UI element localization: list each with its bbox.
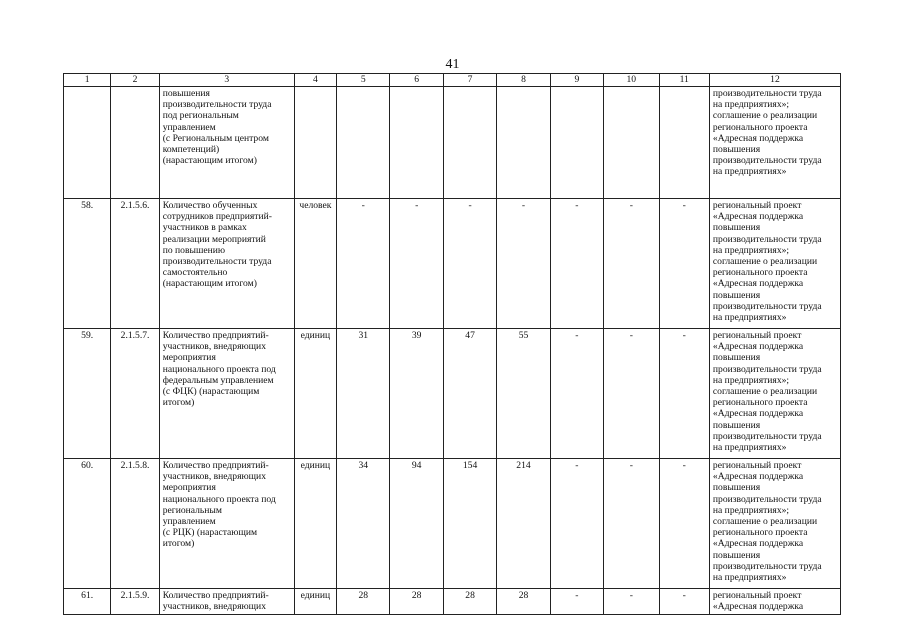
value-col-8 xyxy=(497,87,550,199)
basis-document: региональный проект «Адресная поддержка повышения производительности труда на предприятиях»; соглашение о реализации регионального проекта «Адресная поддержка повышения производительности труда на предприятиях» xyxy=(709,329,840,459)
unit-of-measure: человек xyxy=(294,199,336,329)
indicator-name: Количество предприятий- участников, внедряющих мероприятия национального проекта под региональным управлением (с РЦК) (нарастающим итогом) xyxy=(159,459,294,589)
value-col-11: - xyxy=(659,459,709,589)
value-col-11: - xyxy=(659,199,709,329)
value-col-6 xyxy=(390,87,443,199)
value-col-10: - xyxy=(604,459,659,589)
indicator-code: 2.1.5.7. xyxy=(111,329,159,459)
row-number: 58. xyxy=(64,199,111,329)
value-col-9: - xyxy=(550,589,603,615)
value-col-8: 28 xyxy=(497,589,550,615)
column-header: 2 xyxy=(111,74,159,87)
value-col-7 xyxy=(443,87,496,199)
row-number: 60. xyxy=(64,459,111,589)
table-row xyxy=(64,87,841,199)
table-row xyxy=(64,589,841,615)
column-header: 4 xyxy=(294,74,336,87)
indicator-code: 2.1.5.6. xyxy=(111,199,159,329)
column-header: 11 xyxy=(659,74,709,87)
table-row xyxy=(64,459,841,589)
page-number: 41 xyxy=(445,57,460,72)
indicator-name: Количество предприятий- участников, внедряющих xyxy=(159,589,294,615)
column-header: 10 xyxy=(604,74,659,87)
value-col-11: - xyxy=(659,329,709,459)
value-col-8: 55 xyxy=(497,329,550,459)
column-header: 12 xyxy=(709,74,840,87)
value-col-7: - xyxy=(443,199,496,329)
value-col-9 xyxy=(550,87,603,199)
unit-of-measure: единиц xyxy=(294,459,336,589)
indicators-table xyxy=(63,73,841,615)
basis-document: региональный проект «Адресная поддержка повышения производительности труда на предприятиях»; соглашение о реализации регионального проекта «Адресная поддержка повышения производительности труда на предприятиях» xyxy=(709,199,840,329)
basis-document: региональный проект «Адресная поддержка повышения производительности труда на предприятиях»; соглашение о реализации регионального проекта «Адресная поддержка повышения производительности труда на предприятиях» xyxy=(709,459,840,589)
value-col-6: 39 xyxy=(390,329,443,459)
value-col-6: 94 xyxy=(390,459,443,589)
indicator-name: повышения производительности труда под региональным управлением (с Региональным центром компетенций) (нарастающим итогом) xyxy=(159,87,294,199)
indicator-name: Количество обученных сотрудников предприятий- участников в рамках реализации мероприятий по повышению производительности труда самостоятельно (нарастающим итогом) xyxy=(159,199,294,329)
unit-of-measure: единиц xyxy=(294,589,336,615)
indicator-name: Количество предприятий- участников, внедряющих мероприятия национального проекта под федеральным управлением (с ФЦК) (нарастающим итогом) xyxy=(159,329,294,459)
value-col-10 xyxy=(604,87,659,199)
value-col-9: - xyxy=(550,329,603,459)
indicator-code xyxy=(111,87,159,199)
row-number: 59. xyxy=(64,329,111,459)
value-col-5 xyxy=(337,87,390,199)
unit-of-measure xyxy=(294,87,336,199)
header-row xyxy=(64,74,841,87)
value-col-7: 28 xyxy=(443,589,496,615)
value-col-10: - xyxy=(604,329,659,459)
column-header: 1 xyxy=(64,74,111,87)
column-header: 9 xyxy=(550,74,603,87)
value-col-11: - xyxy=(659,589,709,615)
indicator-code: 2.1.5.8. xyxy=(111,459,159,589)
row-number xyxy=(64,87,111,199)
value-col-7: 47 xyxy=(443,329,496,459)
indicator-code: 2.1.5.9. xyxy=(111,589,159,615)
column-header: 3 xyxy=(159,74,294,87)
table-row xyxy=(64,199,841,329)
column-header: 5 xyxy=(337,74,390,87)
value-col-6: - xyxy=(390,199,443,329)
column-header: 8 xyxy=(497,74,550,87)
value-col-9: - xyxy=(550,459,603,589)
basis-document: производительности труда на предприятиях»; соглашение о реализации регионального проекта «Адресная поддержка повышения производительности труда на предприятиях» xyxy=(709,87,840,199)
value-col-5: 34 xyxy=(337,459,390,589)
value-col-7: 154 xyxy=(443,459,496,589)
table-row xyxy=(64,329,841,459)
value-col-10: - xyxy=(604,589,659,615)
row-number: 61. xyxy=(64,589,111,615)
value-col-8: 214 xyxy=(497,459,550,589)
basis-document: региональный проект «Адресная поддержка xyxy=(709,589,840,615)
column-header: 6 xyxy=(390,74,443,87)
value-col-11 xyxy=(659,87,709,199)
value-col-10: - xyxy=(604,199,659,329)
value-col-5: 31 xyxy=(337,329,390,459)
unit-of-measure: единиц xyxy=(294,329,336,459)
column-header: 7 xyxy=(443,74,496,87)
value-col-8: - xyxy=(497,199,550,329)
value-col-6: 28 xyxy=(390,589,443,615)
value-col-5: 28 xyxy=(337,589,390,615)
value-col-5: - xyxy=(337,199,390,329)
value-col-9: - xyxy=(550,199,603,329)
